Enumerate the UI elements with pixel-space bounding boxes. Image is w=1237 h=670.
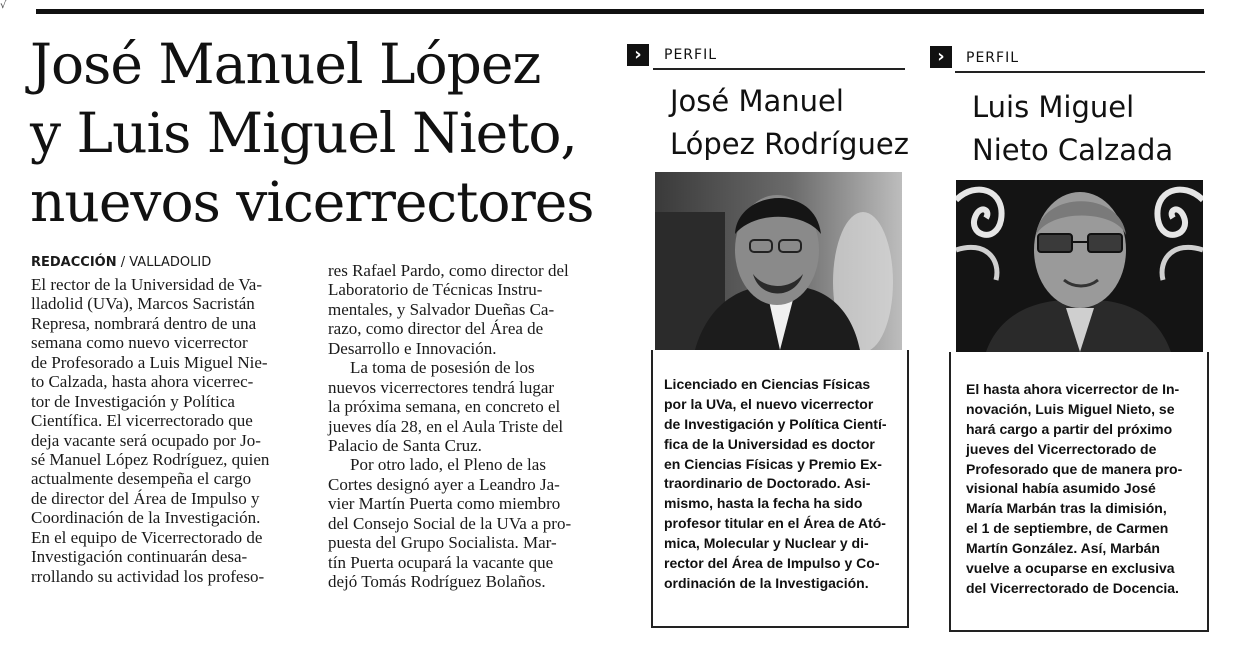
article-line: Laboratorio de Técnicas Instru- xyxy=(328,280,543,300)
profile-text-line: por la UVa, el nuevo vicerrector xyxy=(664,395,874,412)
article-line: jueves día 28, en el Aula Triste del xyxy=(328,416,564,436)
profile-text-line: traordinario de Doctorado. Asi- xyxy=(664,475,871,492)
article-line: tor de Investigación y Política xyxy=(31,391,235,411)
profile-text-line: jueves del Vicerrectorado de xyxy=(966,440,1157,457)
article-line: de director del Área de Impulso y xyxy=(31,488,260,508)
profile-text-line: mismo, hasta la fecha ha sido xyxy=(664,495,863,512)
profile-text-line: profesor titular en el Área de Ató- xyxy=(664,515,886,532)
article-line: deja vacante será ocupado por Jo- xyxy=(31,430,261,450)
perfil-arrow-icon: › xyxy=(627,44,649,66)
profile-name-line: Nieto Calzada xyxy=(972,133,1174,167)
profile-text-line: de Investigación y Política Cientí- xyxy=(664,415,887,432)
byline-separator: / xyxy=(116,255,130,270)
perfil-label: PERFIL xyxy=(966,50,1019,66)
article-line: Cortes designó ayer a Leandro Ja- xyxy=(328,474,560,494)
perfil-rule xyxy=(653,68,905,70)
article-line: sé Manuel López Rodríguez, quien xyxy=(31,449,270,469)
profile-text-line: Martín González. Así, Marbán xyxy=(966,540,1160,557)
profile-text-line: en Ciencias Físicas y Premio Ex- xyxy=(664,455,882,472)
profile-text-line: vuelve a ocuparse en exclusiva xyxy=(966,560,1175,577)
article-column-2 xyxy=(328,261,603,591)
article-line: to Calzada, hasta ahora vicerrec- xyxy=(31,372,254,392)
article-line: Por otro lado, el Pleno de las xyxy=(350,455,546,475)
article-line: la próxima semana, en concreto el xyxy=(328,397,561,417)
profile-name-line: López Rodríguez xyxy=(670,127,909,161)
byline xyxy=(31,255,211,270)
article-line: La toma de posesión de los xyxy=(350,358,535,378)
article-line: dejó Tomás Rodríguez Bolaños. xyxy=(328,572,546,591)
perfil-label: PERFIL xyxy=(664,47,717,63)
profile-name-line: José Manuel xyxy=(670,84,844,118)
article-column-1 xyxy=(31,275,299,586)
article-line: En el equipo de Vicerrectorado de xyxy=(31,527,263,547)
headline-line: y Luis Miguel Nieto, xyxy=(30,101,577,165)
portrait-illustration xyxy=(655,172,902,350)
profile-text-line: mica, Molecular y Nuclear y di- xyxy=(664,535,869,552)
byline-city: VALLADOLID xyxy=(129,255,212,270)
profile-text-line: fica de la Universidad es doctor xyxy=(664,435,875,452)
article-line: Investigación continuarán desa- xyxy=(31,547,248,567)
profile-text xyxy=(966,380,1182,599)
profile-text-line: el 1 de septiembre, de Carmen xyxy=(966,520,1169,537)
profile-text-line: ordinación de la Investigación. xyxy=(664,574,869,591)
profile-text-line: rector del Área de Impulso y Co- xyxy=(664,555,880,572)
article-line: puesta del Grupo Socialista. Mar- xyxy=(328,533,557,553)
profile-name-line: Luis Miguel xyxy=(972,90,1135,124)
article-line: nuevos vicerrectores tendrá lugar xyxy=(328,377,555,397)
top-rule xyxy=(36,9,1204,14)
profile-text-line: María Marbán tras la dimisión, xyxy=(966,500,1167,517)
headline xyxy=(30,30,620,237)
profile-text-line: Profesorado que de manera pro- xyxy=(966,460,1183,477)
profile-text-line: del Vicerrectorado de Docencia. xyxy=(966,579,1179,596)
article-line: de Profesorado a Luis Miguel Nie- xyxy=(31,352,268,372)
article-line: El rector de la Universidad de Va- xyxy=(31,275,262,294)
article-line: Desarrollo e Innovación. xyxy=(328,338,497,358)
profile-text-line: hará cargo a partir del próximo xyxy=(966,420,1173,437)
article-line: actualmente desempeña el cargo xyxy=(31,469,252,489)
profile-text-line: El hasta ahora vicerrector de In- xyxy=(966,381,1180,397)
article-line: semana como nuevo vicerrector xyxy=(31,333,248,353)
perfil-rule xyxy=(955,71,1205,73)
corner-check-mark: √ xyxy=(0,0,7,11)
article-line: rrollando su actividad los profeso- xyxy=(31,566,265,586)
article-line: vier Martín Puerta como miembro xyxy=(328,494,561,514)
profile-text-line: novación, Luis Miguel Nieto, se xyxy=(966,400,1175,417)
profile-photo-jose-manuel xyxy=(655,172,902,350)
headline-line: nuevos vicerrectores xyxy=(30,170,594,234)
article-line: res Rafael Pardo, como director del xyxy=(328,261,569,280)
article-line: razo, como director del Área de xyxy=(328,319,544,339)
article-line: Palacio de Santa Cruz. xyxy=(328,435,482,455)
article-line: Represa, nombrará dentro de una xyxy=(31,313,257,333)
profile-text-line: visional había asumido José xyxy=(966,480,1156,497)
article-line: del Consejo Social de la UVa a pro- xyxy=(328,513,572,533)
article-line: lladolid (UVa), Marcos Sacristán xyxy=(31,294,255,314)
portrait-illustration xyxy=(956,180,1203,352)
profile-text-line: Licenciado en Ciencias Físicas xyxy=(664,376,871,392)
headline-line: José Manuel López xyxy=(30,32,541,96)
profile-text xyxy=(664,375,887,594)
profile-name xyxy=(670,80,909,166)
article-line: Coordinación de la Investigación. xyxy=(31,508,261,528)
article-line: Científica. El vicerrectorado que xyxy=(31,411,253,431)
perfil-arrow-icon: › xyxy=(930,46,952,68)
article-line: tín Puerta ocupará la vacante que xyxy=(328,552,554,572)
article-line: mentales, y Salvador Dueñas Ca- xyxy=(328,299,555,319)
profile-name xyxy=(972,86,1173,172)
profile-photo-luis-miguel xyxy=(956,180,1203,352)
byline-section: REDACCIÓN xyxy=(31,255,117,270)
